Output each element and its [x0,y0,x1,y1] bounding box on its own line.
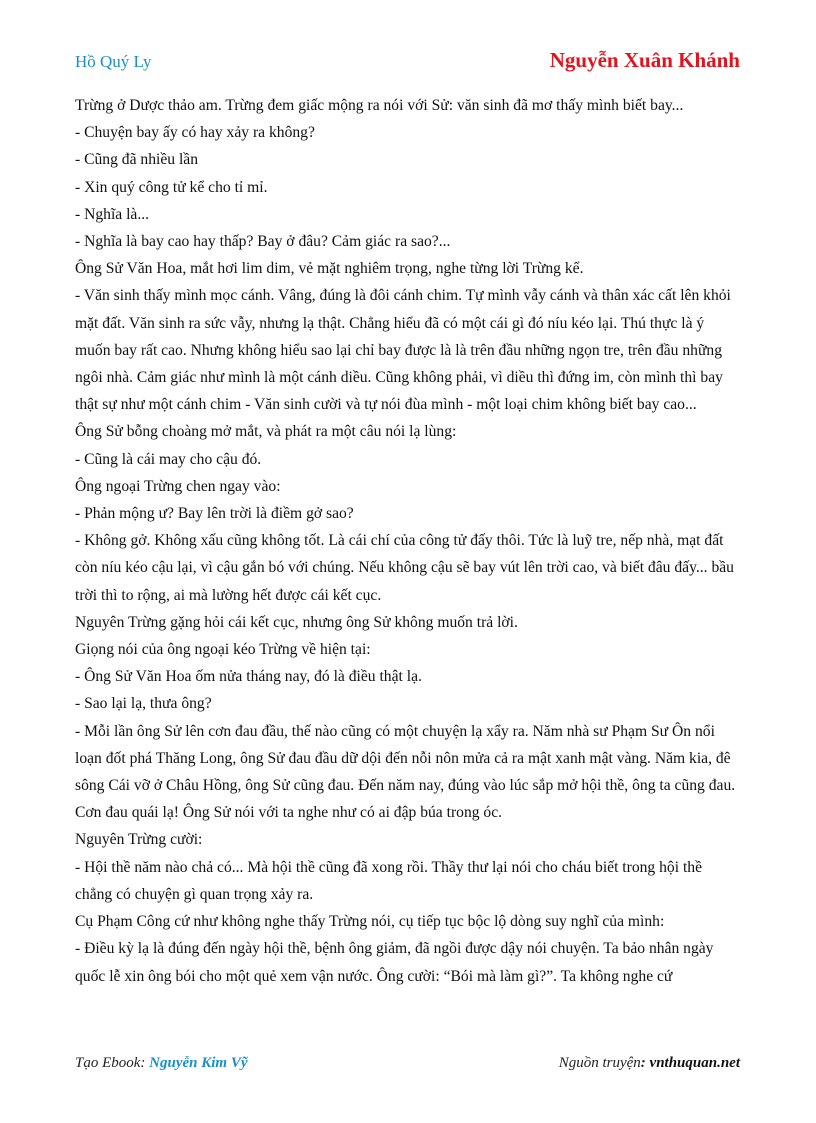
paragraph: Ông Sử Văn Hoa, mắt hơi lim dim, vẻ mặt nghiêm trọng, nghe từng lời Trừng kể. [75,260,584,278]
paragraph: - Xin quý công tử kể cho tỉ mỉ. [75,178,268,196]
paragraph: - Nghĩa là... [75,205,150,223]
paragraph: - Cũng đã nhiều lần [75,151,198,169]
footer-source-credit [559,1055,740,1072]
source-label: Nguồn truyện [558,1055,641,1071]
ebook-separator: : [140,1055,150,1071]
paragraph: Nguyên Trừng gặng hỏi cái kết cục, nhưng ông Sử không muốn trả lời. [75,613,518,631]
book-title: Hồ Quý Ly [75,52,152,71]
paragraph: - Ông Sử Văn Hoa ốm nửa tháng nay, đó là điều thật lạ. [75,668,422,686]
footer-ebook-credit [75,1055,248,1072]
paragraph: Ông ngoại Trừng chen ngay vào: [75,477,281,495]
paragraph: - Phản mộng ư? Bay lên trời là điềm gở sao? [75,505,354,523]
ebook-label: Tạo Ebook [75,1055,141,1071]
paragraph: Giọng nói của ông ngoại kéo Trừng về hiện tại: [75,641,371,659]
paragraph: - Nghĩa là bay cao hay thấp? Bay ở đâu? Cảm giác ra sao?... [75,233,451,251]
source-separator: : [640,1055,650,1071]
paragraph: - Cũng là cái may cho cậu đó. [75,450,262,468]
paragraph: - Không gở. Không xấu cũng không tốt. Là cái chí của công tử đấy thôi. Tức là luỹ tre, nếp nhà, mạt đất còn níu kéo cậu lại, vì cậu gắn bó với chúng. Nếu không cậu sẽ bay vút lên trời cao, và biết đâu đấy... bầu trời thì to rộng, ai mà lường hết được cái kết cục. [75,532,734,604]
paragraph: - Mỗi lần ông Sử lên cơn đau đầu, thế nào cũng có một chuyện lạ xẩy ra. Năm nhà sư Phạm Sư Ôn nổi loạn đốt phá Thăng Long, ông Sử đau đầu dữ dội đến nỗi nôn mửa cả ra mật xanh mật vàng. Năm kia, đê sông Cái vỡ ở Châu Hồng, ông Sử cũng đau. Đến năm nay, đúng vào lúc sắp mở hội thề, ông ta cũng đau. Cơn đau quái lạ! Ông Sử nói với ta nghe như có ai đập búa trong óc. [75,722,736,822]
ebook-author: Nguyễn Kim Vỹ [149,1055,248,1071]
paragraph: - Hội thề năm nào chả có... Mà hội thề cũng đã xong rồi. Thầy thư lại nói cho cháu biết trong hội thề chẳng có chuyện gì quan trọng xảy ra. [75,858,702,903]
paragraph: - Chuyện bay ấy có hay xảy ra không? [75,124,315,142]
paragraph: Nguyên Trừng cười: [75,831,203,849]
paragraph: - Điều kỳ lạ là đúng đến ngày hội thề, bệnh ông giảm, đã ngồi được dậy nói chuyện. Ta bảo nhân ngày quốc lễ xin ông bói cho một quẻ xem vận nước. Ông cười: “Bói mà làm gì?”. Ta không nghe cứ [75,940,714,985]
body-text [75,92,743,990]
paragraph: Cụ Phạm Công cứ như không nghe thấy Trừng nói, cụ tiếp tục bộc lộ dòng suy nghĩ của mình: [75,913,665,931]
author-name: Nguyễn Xuân Khánh [549,48,740,72]
paragraph: - Văn sinh thấy mình mọc cánh. Vâng, đúng là đôi cánh chim. Tự mình vẫy cánh và thân xác cất lên khỏi mặt đất. Văn sinh ra sức vẫy, nhưng lạ thật. Chẳng hiểu đã có một cái gì đó níu kéo lại. Thú thực là ý muốn bay rất cao. Nhưng không hiểu sao lại chỉ bay được là là trên đầu những ngọn tre, trên đầu những ngôi nhà. Cảm giác như mình là một cánh diều. Cũng không phải, vì diều thì đứng im, còn mình thì bay thật sự như một cánh chim - Văn sinh cười và tự nói đùa mình - một loại chim không biết bay cao... [75,287,731,414]
paragraph: Trừng ở Dược thảo am. Trừng đem giấc mộng ra nói với Sử: văn sinh đã mơ thấy mình biết bay... [75,97,684,114]
paragraph: - Sao lại lạ, thưa ông? [75,695,212,713]
source-site: vnthuquan.net [649,1055,740,1071]
paragraph: Ông Sử bỗng choàng mở mắt, và phát ra một câu nói lạ lùng: [75,423,457,441]
